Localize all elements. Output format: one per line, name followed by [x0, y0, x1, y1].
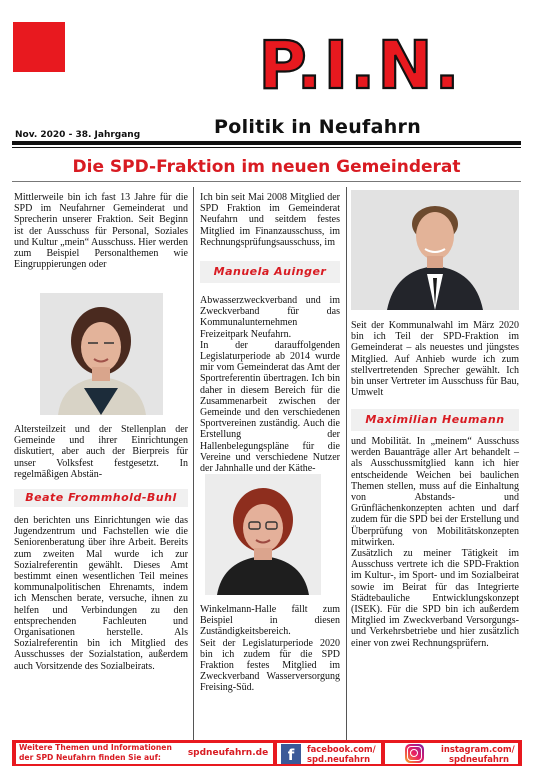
masthead-title: P.I.N. [258, 27, 462, 104]
brand-red-square [13, 22, 65, 72]
facebook-line1: facebook.com/ [307, 744, 376, 754]
column-divider [193, 187, 194, 742]
facebook-line2: spd.neufahrn [307, 754, 371, 764]
col2-text-b: Abwasserzweckverband und im Zweckverband für das Kommunalunternehmen Freizeitpark Neufahrn. In der darauffolgenden Legislaturperiode ab 2014 wurde mir vom Gemeinderat das Amt der Sportreferentin übertragen. Ich bin daher in diesem Bereich für die Zusammenarbeit zwischen der Gemeinde und den verschiedenen Sportvereinen zuständig. Auch die Erstellung der Hallenbelegungspläne für die Vereine und verschiedene Nutzer der Jahnhalle und der Käthe- [200, 295, 340, 475]
instagram-line2: spdneufahrn [449, 754, 509, 764]
col1-text-b: Altersteilzeit und der Stellenplan der Gemeinde und ihrer Einrichtungen diskutiert, aber auch der Bierpreis für unser Volksfest festgesetzt. In regelmäßigen Abstän- [14, 424, 188, 480]
col3-text-b: und Mobilität. In „meinem“ Ausschuss werden Bauanträge aller Art behandelt – als Ausschussmitglied kann ich hier entscheidende Weichen bei baulichen Themen stellen, muss auf die Einhaltung von Abstands- und Grünflächenkonzepten achten und darf zudem für die SPD bei der Erstellung und Überprüfung von Mobilitätskonzepten mitwirken. Zusätzlich zu meiner Tätigkeit im Ausschuss vertrete ich die SPD-Fraktion im Kultur-, im Sport- und im Sozialbeirat sowie im Beirat für das Integrierte Städtebauliche Entwicklungskonzept (ISEK). Für die SPD bin ich außerdem Mitglied im Zweckverband Versorgungs- und Verkehrsbetriebe und hier zusätzlich einer von zwei Rechnungsprüfern. [351, 436, 519, 649]
facebook-icon: f [281, 744, 301, 764]
col3-text-a: Seit der Kommunalwahl im März 2020 bin ich Teil der SPD-Fraktion im Gemeinderat – als neuestes und jüngstes Mitglied. Auf Anhieb wurde ich zum stellvertretenden Sprecher gewählt. Ich bin unser Vertreter im Ausschuss für Bau, Umwelt [351, 320, 519, 399]
instagram-icon [405, 744, 424, 763]
col2-text-a: Ich bin seit Mai 2008 Mitglied der SPD Fraktion im Gemeinderat Neufahrn und seitdem festes Mitglied im Finanzausschuss, im Rechnungsprüfungsausschuss, im [200, 192, 340, 248]
masthead-subtitle: Politik in Neufahrn [214, 116, 422, 138]
issue-info: Nov. 2020 - 38. Jahrgang [15, 130, 141, 140]
footer-instagram-link[interactable] [385, 743, 518, 764]
photo-manuela-auinger [205, 474, 321, 595]
headline-rule [12, 181, 521, 182]
footer-info-line1: Weitere Themen und Informationen [19, 743, 172, 752]
masthead-rule-thin [12, 147, 521, 148]
footer-info-line2: der SPD Neufahrn finden Sie auf: [19, 753, 161, 762]
footer-info [16, 743, 183, 764]
photo-maximilian-heumann [351, 190, 519, 310]
article-headline: Die SPD-Fraktion im neuen Gemeinderat [72, 157, 461, 177]
column-divider [346, 187, 347, 742]
col1-text-c: den berichten uns Einrichtungen wie das Jugendzentrum und Fachstellen wie die Seniorenberatung über ihre Arbeit. Bereits zum zweiten Mal wurde ich zur Sozialreferentin gewählt. Dieses Amt bestimmt einen wesentlichen Teil meines kommunalpolitischen Ehrenamts, indem ich Menschen berate, versuche, ihnen zu helfen und Verbindungen zu den entsprechenden Fachleuten und Organisationen herstelle. Als Sozialreferentin bin ich Mitglied des Ausschusses der Sozialstation, außerdem auch Vorsitzende des Sozialbeirats. [14, 515, 188, 672]
name-beate-frommhold-buhl: Beate Frommhold-Buhl [14, 489, 188, 507]
col2-text-c: Winkelmann-Halle fällt zum Beispiel in diesen Zuständigkeitsbereich. Seit der Legislaturperiode 2020 bin ich zudem für die SPD Fraktion festes Mitglied im Zweckverband Wasserversorgung Freising-Süd. [200, 604, 340, 694]
name-maximilian-heumann: Maximilian Heumann [351, 409, 519, 431]
col1-text-a: Mittlerweile bin ich fast 13 Jahre für die SPD im Neufahrner Gemeinderat und Sprecherin unserer Fraktion. Seit Beginn ist der Ausschuss für Personal, Soziales und Kultur „mein“ Ausschuss. Hier werden zum Beispiel Personalthemen wie Eingruppierungen oder [14, 192, 188, 271]
footer-facebook-link[interactable] [277, 743, 381, 764]
masthead-rule [12, 141, 521, 145]
name-manuela-auinger: Manuela Auinger [200, 261, 340, 283]
footer-website-link[interactable]: spdneufahrn.de [183, 743, 273, 764]
photo-beate-frommhold-buhl [40, 293, 163, 415]
instagram-line1: instagram.com/ [441, 744, 515, 754]
